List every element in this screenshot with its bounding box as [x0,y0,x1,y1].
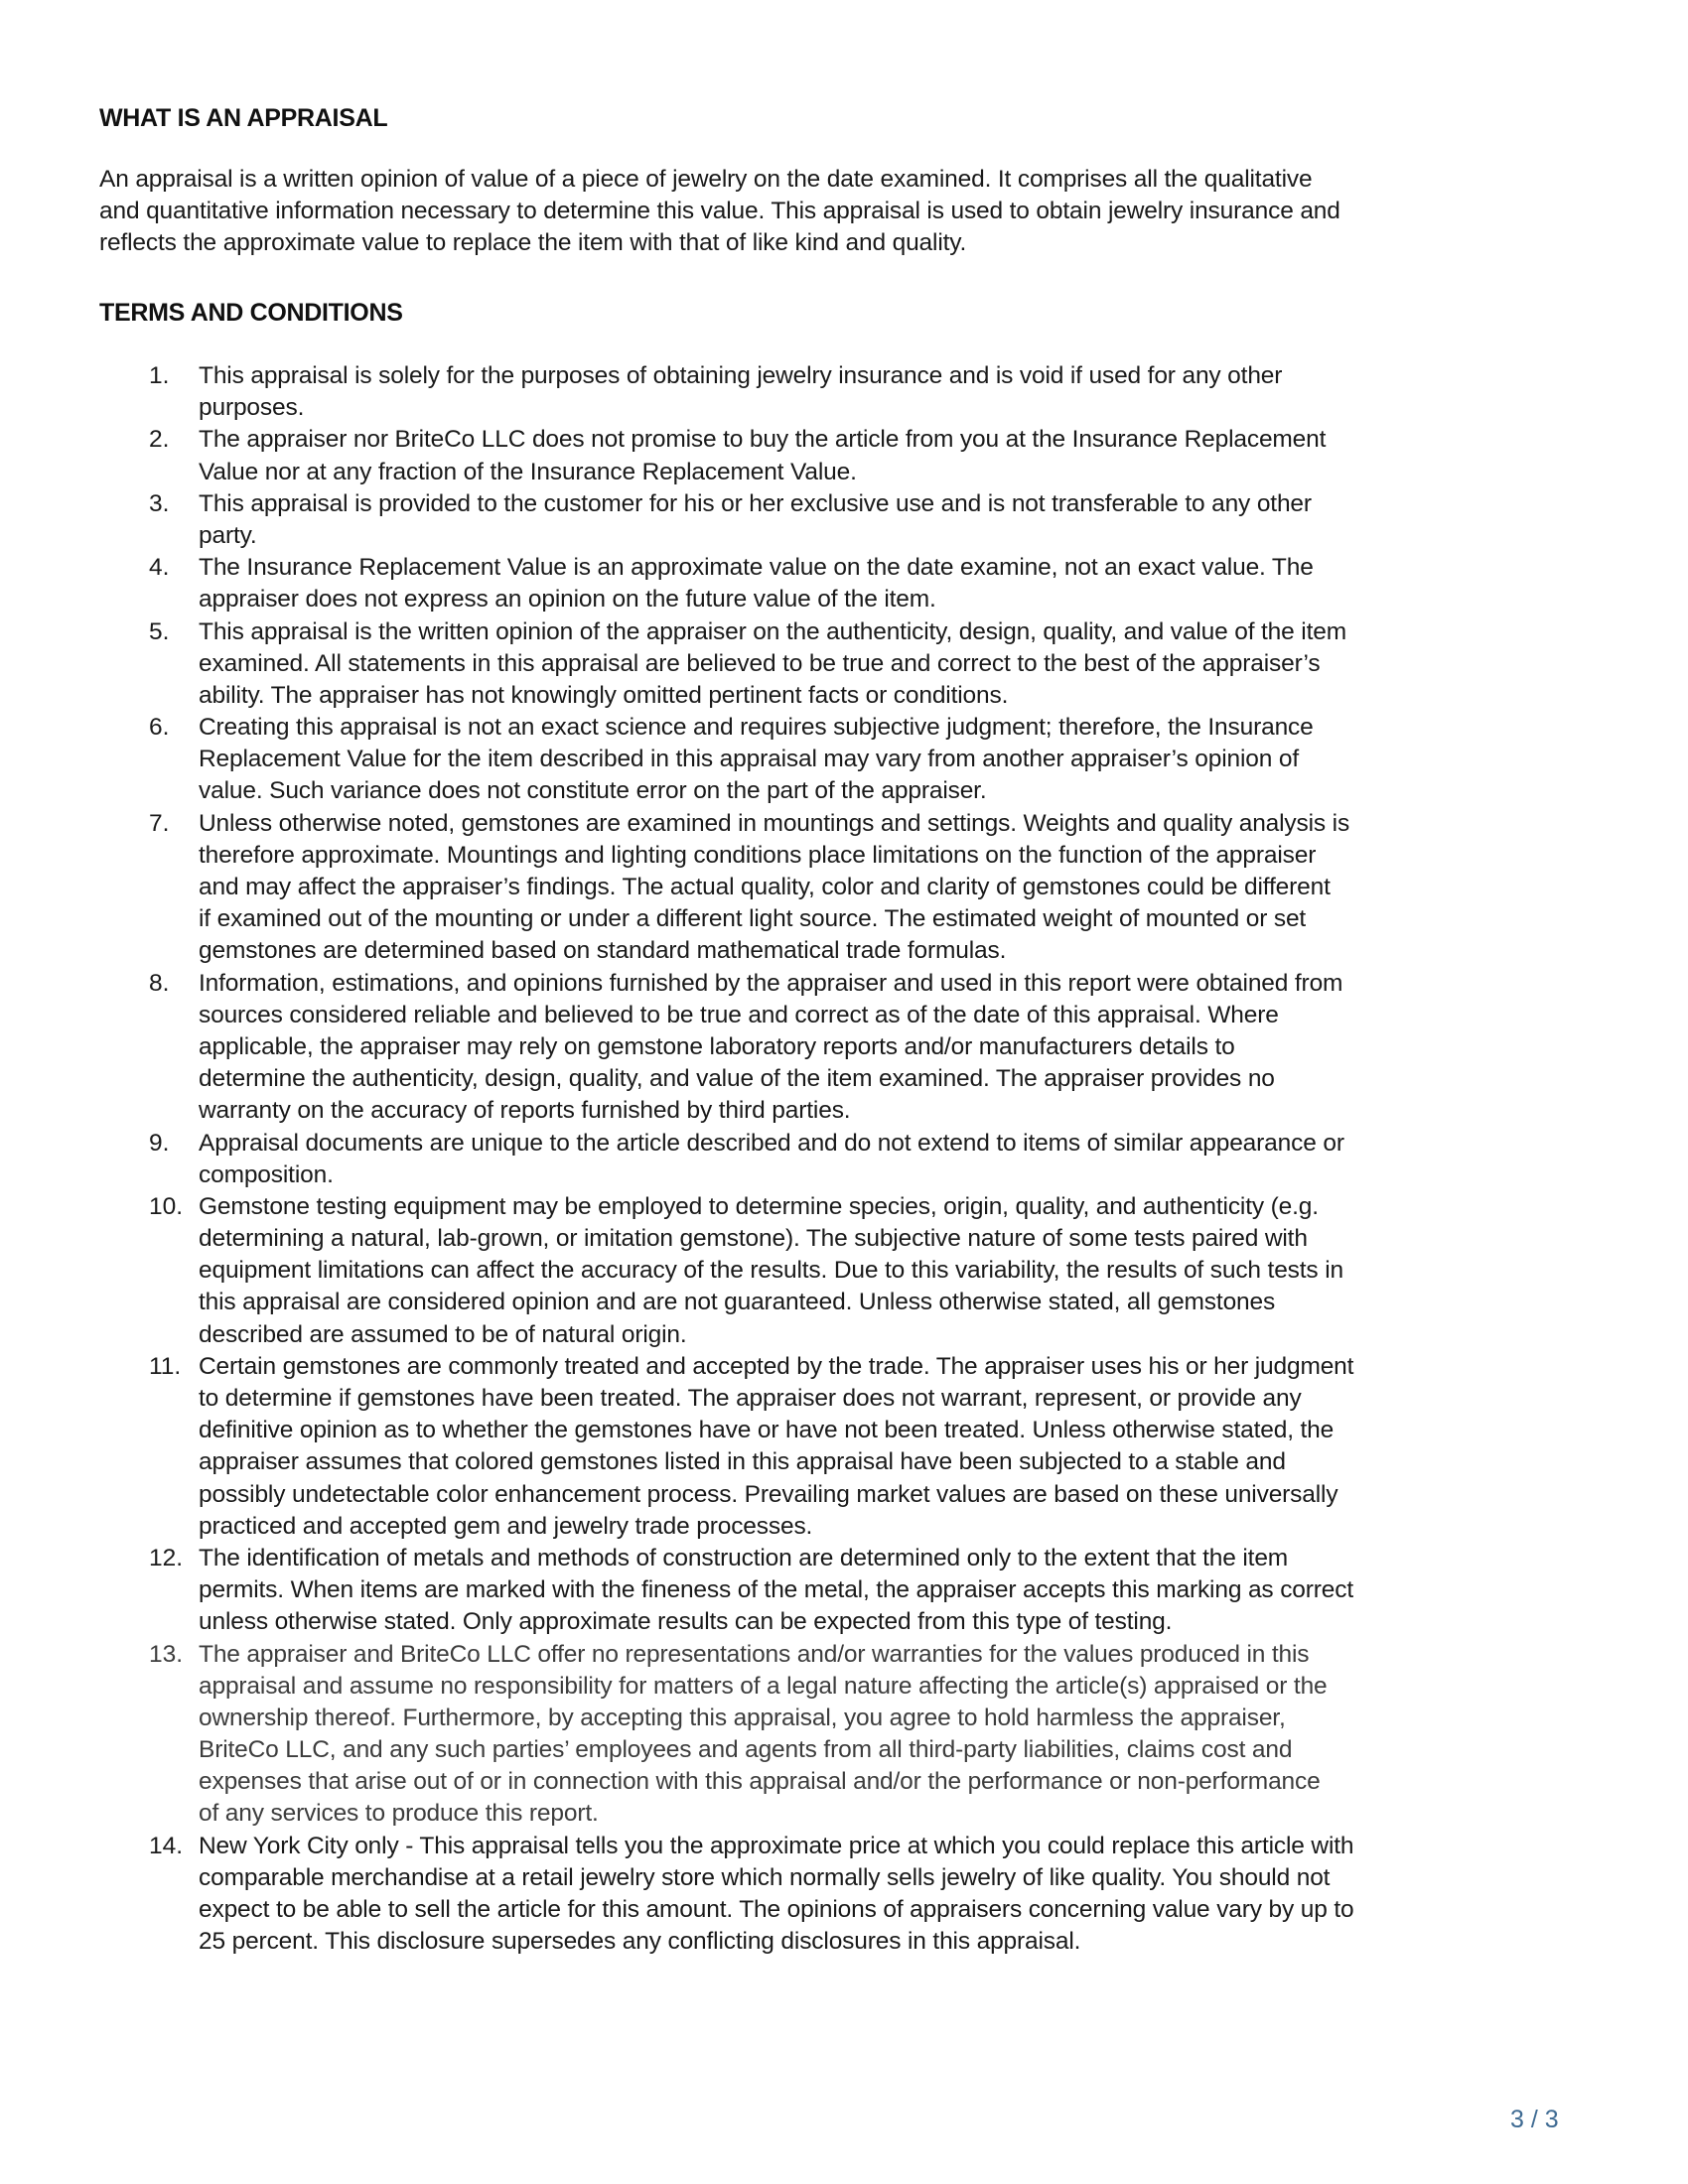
page-number: 3 / 3 [1510,2106,1559,2133]
list-item-line: Value nor at any fraction of the Insurance Replacement Value. [199,458,857,485]
list-item-line: The appraiser and BriteCo LLC offer no representations and/or warranties for the values produced in this [199,1640,1310,1668]
list-item-line: This appraisal is solely for the purposes of obtaining jewelry insurance and is void if used for any other [199,362,1283,389]
list-item-text [199,808,1609,968]
list-item-text [199,616,1609,713]
list-item-line: warranty on the accuracy of reports furnished by third parties. [199,1097,851,1125]
list-item-line: equipment limitations can affect the accuracy of the results. Due to this variability, the results of such tests in [199,1257,1343,1285]
list-item-text [199,1128,1609,1191]
list-item-line: expect to be able to sell the article for this amount. The opinions of appraisers concerning value vary by up to [199,1896,1354,1923]
list-item-number: 14. [149,1832,184,1859]
terms-list-item [0,808,1688,968]
paragraph-line: An appraisal is a written opinion of value of a piece of jewelry on the date examined. It comprises all the qualitative [99,166,1313,193]
list-item-line: unless otherwise stated. Only approximate results can be expected from this type of testing. [199,1608,1173,1636]
terms-list [0,360,1688,1958]
list-item-line: appraiser does not express an opinion on the future value of the item. [199,586,936,614]
list-item-line: sources considered reliable and believed to be true and correct as of the date of this appraisal. Where [199,1001,1279,1028]
list-item-line: ability. The appraiser has not knowingly omitted pertinent facts or conditions. [199,681,1009,709]
list-item-line: The identification of metals and methods of construction are determined only to the extent that the item [199,1544,1289,1571]
terms-list-item [0,968,1688,1128]
list-item-line: determining a natural, lab-grown, or imitation gemstone). The subjective nature of some tests paired with [199,1225,1308,1253]
list-item-line: 25 percent. This disclosure supersedes any conflicting disclosures in this appraisal. [199,1928,1081,1956]
list-item-line: possibly undetectable color enhancement process. Prevailing market values are based on these universally [199,1480,1338,1508]
section-heading-terms-and-conditions: TERMS AND CONDITIONS [99,299,403,327]
list-item-line: described are assumed to be of natural origin. [199,1320,687,1348]
list-item-number: 4. [149,554,170,582]
list-item-text [199,488,1609,552]
list-item-line: ownership thereof. Furthermore, by accepting this appraisal, you agree to hold harmless the appraiser, [199,1704,1286,1731]
list-item-text [199,712,1609,808]
list-item-line: appraisal and assume no responsibility for matters of a legal nature affecting the article(s) appraised or the [199,1672,1328,1700]
list-item-number: 1. [149,362,170,389]
list-item-line: party. [199,521,257,549]
paragraph-line: and quantitative information necessary to determine this value. This appraisal is used to obtain jewelry insurance and [99,198,1340,225]
list-item-text [199,1543,1609,1639]
list-item-text [199,1351,1609,1543]
list-item-line: value. Such variance does not constitute error on the part of the appraiser. [199,777,987,805]
list-item-number: 10. [149,1192,184,1220]
list-item-line: Appraisal documents are unique to the article described and do not extend to items of similar appearance or [199,1129,1344,1157]
list-item-line: Information, estimations, and opinions furnished by the appraiser and used in this report were obtained from [199,969,1343,997]
list-item-line: expenses that arise out of or in connection with this appraisal and/or the performance or non-performance [199,1768,1321,1796]
list-item-text [199,360,1609,424]
terms-list-item [0,552,1688,615]
list-item-line: comparable merchandise at a retail jewelry store which normally sells jewelry of like quality. You should not [199,1863,1331,1891]
list-item-line: The appraiser nor BriteCo LLC does not promise to buy the article from you at the Insurance Replacement [199,426,1327,454]
list-item-number: 11. [149,1352,182,1380]
section-heading-what-is-an-appraisal: WHAT IS AN APPRAISAL [99,104,388,132]
list-item-line: examined. All statements in this appraisal are believed to be true and correct to the best of the appraiser’s [199,649,1321,677]
list-item-text [199,1191,1609,1351]
list-item-number: 13. [149,1640,184,1668]
paragraph-line: reflects the approximate value to replace the item with that of like kind and quality. [99,229,967,257]
list-item-line: composition. [199,1160,334,1188]
appraisal-definition-paragraph [99,164,1589,260]
terms-list-item [0,424,1688,487]
terms-list-item [0,1191,1688,1351]
list-item-line: practiced and accepted gem and jewelry trade processes. [199,1512,813,1540]
list-item-line: Certain gemstones are commonly treated and accepted by the trade. The appraiser uses his or her judgment [199,1352,1354,1380]
terms-list-item [0,616,1688,713]
list-item-line: The Insurance Replacement Value is an approximate value on the date examine, not an exact value. The [199,554,1314,582]
terms-list-item [0,1639,1688,1831]
list-item-number: 3. [149,489,170,517]
list-item-text [199,968,1609,1128]
terms-list-item [0,488,1688,552]
list-item-text [199,552,1609,615]
list-item-line: definitive opinion as to whether the gemstones have or have not been treated. Unless otherwise stated, the [199,1417,1335,1444]
list-item-text [199,1639,1609,1831]
list-item-line: Creating this appraisal is not an exact science and requires subjective judgment; therefore, the Insurance [199,714,1314,742]
terms-list-item [0,360,1688,424]
list-item-number: 6. [149,714,170,742]
list-item-number: 8. [149,969,170,997]
list-item-line: to determine if gemstones have been treated. The appraiser does not warrant, represent, or provide any [199,1385,1302,1412]
list-item-line: BriteCo LLC, and any such parties’ employees and agents from all third-party liabilities, claims cost and [199,1736,1293,1764]
list-item-line: of any services to produce this report. [199,1800,599,1828]
list-item-line: therefore approximate. Mountings and lighting conditions place limitations on the function of the appraiser [199,841,1317,869]
list-item-number: 5. [149,617,170,645]
list-item-number: 9. [149,1129,170,1157]
list-item-line: determine the authenticity, design, quality, and value of the item examined. The appraiser provides no [199,1065,1275,1093]
terms-list-item [0,1543,1688,1639]
list-item-number: 7. [149,809,170,837]
list-item-line: Gemstone testing equipment may be employed to determine species, origin, quality, and authenticity (e.g. [199,1192,1319,1220]
terms-list-item [0,1128,1688,1191]
list-item-line: this appraisal are considered opinion and are not guaranteed. Unless otherwise stated, all gemstones [199,1289,1276,1316]
list-item-line: gemstones are determined based on standard mathematical trade formulas. [199,937,1007,965]
list-item-line: Unless otherwise noted, gemstones are examined in mountings and settings. Weights and quality analysis is [199,809,1350,837]
list-item-line: New York City only - This appraisal tells you the approximate price at which you could replace this article with [199,1832,1354,1859]
list-item-text [199,1831,1609,1959]
list-item-number: 12. [149,1544,184,1571]
list-item-line: This appraisal is provided to the customer for his or her exclusive use and is not transferable to any other [199,489,1312,517]
list-item-line: applicable, the appraiser may rely on gemstone laboratory reports and/or manufacturers details to [199,1032,1235,1060]
list-item-line: and may affect the appraiser’s findings. The actual quality, color and clarity of gemstones could be different [199,874,1331,900]
list-item-number: 2. [149,426,170,454]
terms-list-item [0,1831,1688,1959]
list-item-line: purposes. [199,394,305,422]
terms-list-item [0,1351,1688,1543]
terms-list-item [0,712,1688,808]
list-item-line: Replacement Value for the item described in this appraisal may vary from another appraiser’s opinion of [199,746,1300,773]
list-item-text [199,424,1609,487]
list-item-line: This appraisal is the written opinion of the appraiser on the authenticity, design, quality, and value of the item [199,617,1346,645]
list-item-line: if examined out of the mounting or under a different light source. The estimated weight of mounted or set [199,905,1307,933]
list-item-line: permits. When items are marked with the fineness of the metal, the appraiser accepts this marking as correct [199,1576,1354,1604]
list-item-line: appraiser assumes that colored gemstones listed in this appraisal have been subjected to a stable and [199,1448,1286,1476]
